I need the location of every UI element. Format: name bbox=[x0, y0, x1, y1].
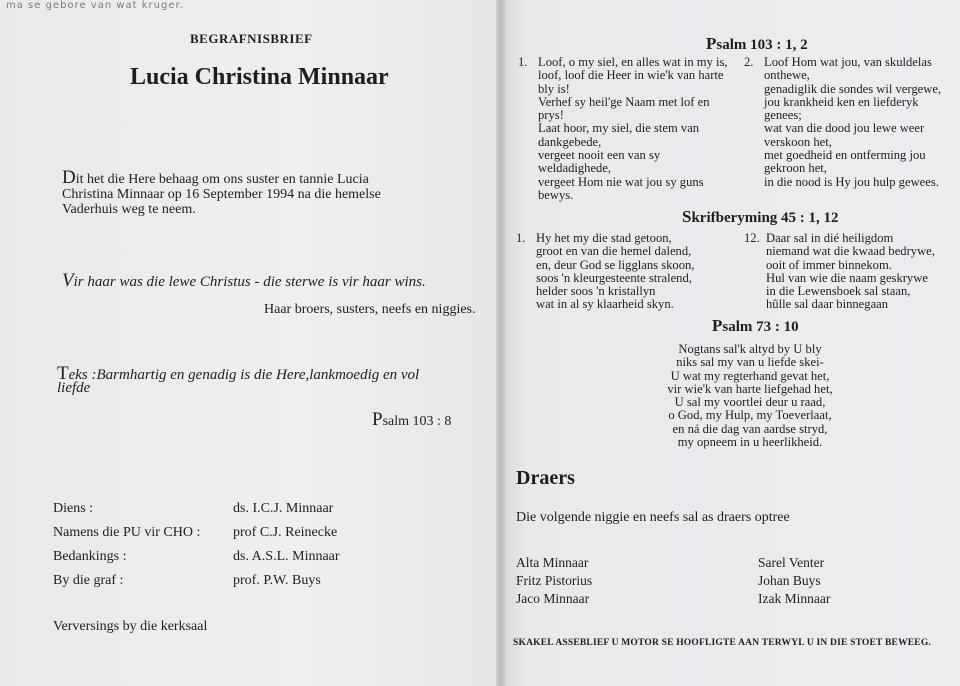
psalm-103-cap: P bbox=[706, 34, 717, 53]
service-roles bbox=[53, 497, 340, 593]
document-header: BEGRAFNISBRIEF bbox=[190, 31, 313, 46]
role-person: prof. P.W. Buys bbox=[233, 573, 321, 588]
verse-number: 12. bbox=[744, 231, 760, 245]
teks-ref-dropcap: P bbox=[372, 409, 383, 430]
psalm-103-heading bbox=[706, 34, 808, 54]
verse-line: vir wie'k van harte liefgehad het, bbox=[667, 381, 833, 396]
verse-text: Loof, o my siel, en alles wat in my is, loof, loof die Heer in wie'k van harte bly is! Verhef sy heil'ge Naam met lof en prys! Laat hoor, my siel, die stem van dankgebede, vergeet nooit een van sy weldadighede, vergeet Hom nie wat jou sy guns bewys. bbox=[538, 55, 728, 202]
verse-line: U wat my regterhand gevat het, bbox=[670, 368, 830, 383]
page-fold bbox=[496, 0, 506, 686]
quote-dropcap: V bbox=[62, 270, 74, 291]
pallbearer-name: Izak Minnaar bbox=[758, 591, 831, 606]
pallbearers-intro: Die volgende niggie en neefs sal as draers optree bbox=[516, 510, 790, 525]
verse-line: my opneem in u heerlikheid. bbox=[677, 435, 823, 450]
verse-line: en ná die dag van aardse stryd, bbox=[672, 421, 828, 436]
pallbearer-name: Jaco Minnaar bbox=[516, 591, 590, 606]
refreshments-note: Verversings by die kerksaal bbox=[53, 619, 208, 634]
role-person: ds. A.S.L. Minnaar bbox=[233, 549, 340, 564]
pallbearers-heading: Draers bbox=[516, 467, 575, 489]
role-row bbox=[53, 569, 340, 593]
role-row bbox=[53, 521, 340, 545]
intro-line: Christina Minnaar op 16 September 1994 na die hemelse bbox=[62, 187, 381, 202]
role-row bbox=[53, 545, 340, 569]
teks-line-1: eks :Barmhartig en genadig is die Here,lankmoedig en vol bbox=[68, 367, 420, 383]
psalm-73-title: salm 73 : 10 bbox=[722, 319, 799, 335]
psalm-103-verse-2 bbox=[744, 56, 954, 201]
skrifberyming-verse-12 bbox=[744, 232, 954, 314]
teks-line-2: liefde bbox=[57, 380, 91, 396]
scripture-reference bbox=[372, 409, 452, 430]
quote-line bbox=[62, 270, 426, 292]
quote-text: ir haar was die lewe Christus - die sterwe is vir haar wins. bbox=[73, 274, 426, 290]
intro-line: it het die Here behaag om ons suster en tannie Lucia bbox=[75, 172, 369, 187]
psalm-103-title: salm 103 : 1, 2 bbox=[716, 37, 808, 53]
pallbearer-name: Johan Buys bbox=[758, 573, 821, 588]
pallbearers-left-column bbox=[516, 554, 592, 608]
verse-number: 1. bbox=[516, 231, 526, 245]
intro-dropcap: D bbox=[62, 167, 76, 188]
headlights-notice: SKAKEL ASSEBLIEF U MOTOR SE HOOFLIGTE AAN TERWYL U IN DIE STOET BEWEEG. bbox=[513, 638, 932, 648]
psalm-73-cap: P bbox=[712, 316, 723, 335]
verse-line: Nogtans sal'k altyd by U bly bbox=[678, 342, 822, 356]
pallbearer-name: Alta Minnaar bbox=[516, 555, 589, 570]
verse-line: o God, my Hulp, my Toeverlaat, bbox=[668, 408, 832, 423]
intro-line: Vaderhuis weg te neem. bbox=[62, 202, 196, 217]
pallbearer-name: Fritz Pistorius bbox=[516, 573, 593, 588]
intro-paragraph bbox=[62, 167, 381, 217]
psalm-73-heading bbox=[712, 316, 799, 336]
verse-text: Hy het my die stad getoon, groot en van die hemel dalend, en, deur God se ligglans skoon, soos 'n kleurgesteente stralend, helder soos 'n kristallyn wat in al sy klaarheid skyn. bbox=[536, 231, 695, 312]
verse-number: 1. bbox=[518, 55, 528, 69]
role-label: By die graf : bbox=[53, 573, 124, 588]
psalm-103-verse-1 bbox=[518, 56, 740, 201]
psalm-73-verse bbox=[640, 343, 860, 449]
scripture-text bbox=[57, 363, 419, 385]
verse-number: 2. bbox=[744, 55, 754, 69]
verse-text: Daar sal in dié heiligdom niemand wat die kwaad bedrywe, ooit of immer binnekom. Hul van wie die naam geskrywe in die Lewensboek sal staan, hûlle sal daar binnegaan bbox=[766, 231, 935, 312]
role-person: ds. I.C.J. Minnaar bbox=[233, 501, 334, 516]
handwritten-note: ma se gebore van wat kruger. bbox=[6, 0, 184, 11]
skrif-cap: S bbox=[682, 207, 692, 226]
verse-text: Loof Hom wat jou, van skuldelas onthewe, genadiglik die sondes wil vergewe, jou krankheid ken en liefderyk genees; wat van die dood jou lewe weer verskoon het, met goedheid en ontferming jou gekroon het, in die nood is Hy jou hulp gewees. bbox=[764, 55, 942, 189]
family-line: Haar broers, susters, neefs en niggies. bbox=[264, 302, 476, 317]
pallbearers-right-column bbox=[758, 554, 830, 608]
deceased-name: Lucia Christina Minnaar bbox=[130, 64, 389, 90]
verse-line: U sal my voortlei deur u raad, bbox=[674, 395, 826, 410]
role-label: Namens die PU vir CHO : bbox=[53, 525, 201, 540]
role-label: Bedankings : bbox=[53, 549, 127, 564]
teks-ref-text: salm 103 : 8 bbox=[382, 414, 452, 429]
role-label: Diens : bbox=[53, 501, 94, 516]
pallbearer-name: Sarel Venter bbox=[758, 555, 825, 570]
skrifberyming-verse-1 bbox=[516, 232, 741, 314]
skrifberyming-heading bbox=[682, 207, 839, 227]
role-person: prof C.J. Reinecke bbox=[233, 525, 338, 540]
skrif-title: krifberyming 45 : 1, 12 bbox=[691, 210, 839, 226]
teks-dropcap: T bbox=[57, 363, 69, 384]
role-row bbox=[53, 497, 340, 521]
verse-line: niks sal my van u liefde skei- bbox=[676, 355, 824, 370]
